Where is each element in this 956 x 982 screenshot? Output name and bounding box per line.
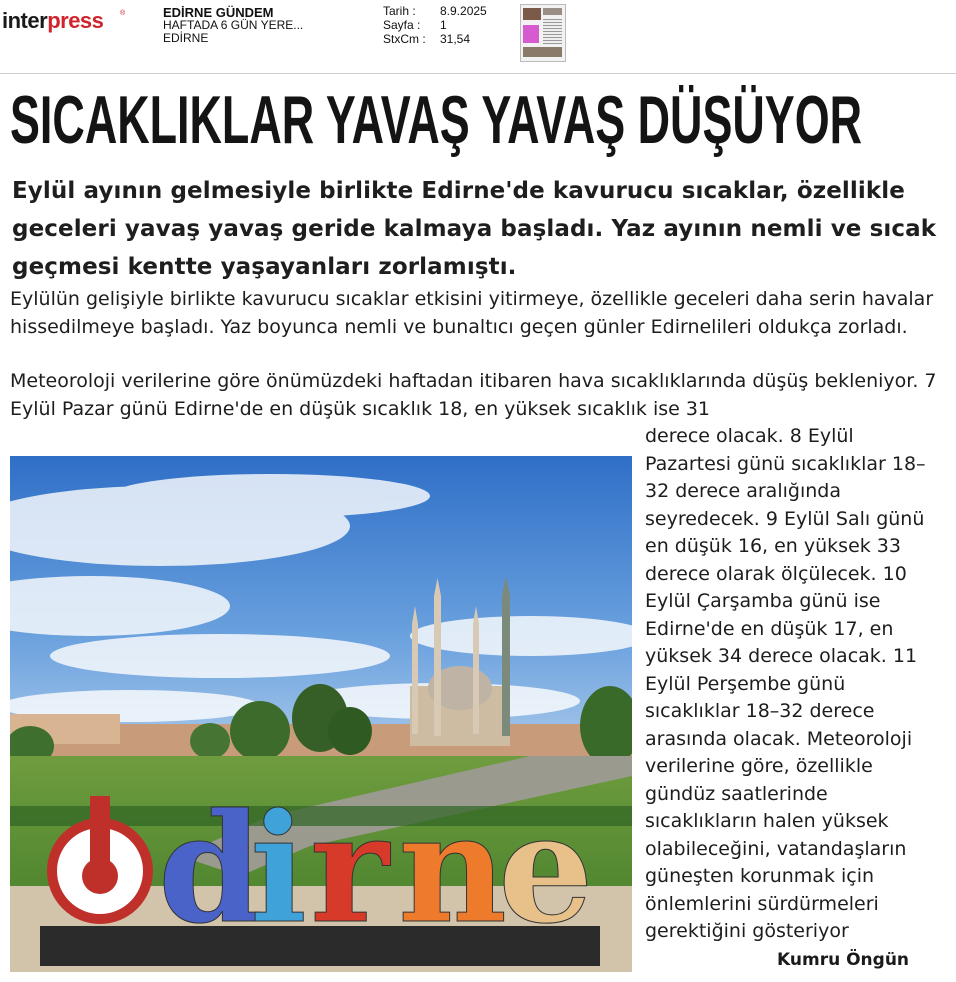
meta-key: Sayfa : xyxy=(383,18,421,32)
page-thumbnail[interactable] xyxy=(520,4,566,62)
thumbnail-block xyxy=(523,25,539,43)
logo-text-accent: press xyxy=(47,8,104,33)
meta-row-page xyxy=(383,18,487,32)
sign-letter: r xyxy=(310,781,390,957)
logo-text-main: inter xyxy=(2,8,48,33)
article-lead: Eylül ayının gelmesiyle birlikte Edirne'de kavurucu sıcaklar, özellikle geceleri yavaş yavaş geride kalmaya başladı. Yaz ayının nemli ve sıcak geçmesi kentte yaşayanları zorlamıştı. xyxy=(12,178,937,280)
sign-letters xyxy=(158,781,593,957)
clipping-source-info xyxy=(163,6,303,45)
meta-value: 31,54 xyxy=(440,32,471,46)
thumbnail-block xyxy=(543,8,562,15)
thumbnail-block xyxy=(523,47,562,57)
meta-value: 8.9.2025 xyxy=(440,4,487,18)
meta-row-stxcm xyxy=(383,32,487,46)
article-byline: Kumru Öngün xyxy=(777,950,910,970)
sign-letter: d xyxy=(158,781,263,957)
meta-key: Tarih : xyxy=(383,4,416,18)
article-short-title: HAFTADA 6 GÜN YERE... xyxy=(163,18,304,32)
article-paragraph-2-column: derece olacak. 8 Eylül Pazartesi günü sıcaklıklar 18–32 derece aralığında seyredecek. 9 Eylül Salı günü en düşük 16, en yüksek 33 derece olarak ölçülecek. 10 Eylül Çarşamba günü ise Edirne'de en düşük 17, en yüksek 34 derece olacak. 11 Eylül Perşembe günü sıcaklıklar 18–32 derece arasında olacak. Meteoroloji verilerine göre, özellikle gündüz saatlerinde sıcaklıkların halen yüksek olabileceğini, vatandaşların güneşten korunmak için önlemlerini sürdürmeleri gerektiğini gösteriyor xyxy=(645,425,926,942)
edirne-sign-photo xyxy=(10,456,632,972)
interpress-logo xyxy=(2,6,126,36)
thumbnail-text-block xyxy=(543,19,562,45)
sign-letter: i xyxy=(250,781,307,957)
header-divider xyxy=(0,73,956,74)
meta-key: StxCm : xyxy=(383,32,426,46)
article-paragraph-1: Eylülün gelişiyle birlikte kavurucu sıcaklar etkisini yitirmeye, özellikle geceleri daha serin havalar hissedilmeye başladı. Yaz boyunca nemli ve bunaltıcı geçen günler Edirnelileri oldukça zorladı. xyxy=(10,288,934,338)
article-headline: SICAKLIKLAR YAVAŞ YAVAŞ DÜŞÜYOR xyxy=(10,82,863,158)
publication-city: EDİRNE xyxy=(163,31,209,45)
sign-letter: e xyxy=(498,781,594,957)
registered-mark: ® xyxy=(120,10,126,17)
thumbnail-block xyxy=(523,8,541,20)
meta-value: 1 xyxy=(440,18,447,32)
article-paragraph-2-start: Meteoroloji verilerine göre önümüzdeki haftadan itibaren hava sıcaklıklarında düşüş bekleniyor. 7 Eylül Pazar günü Edirne'de en düşük sıcaklık 18, en yüksek sıcaklık ise 31 xyxy=(10,370,937,420)
meta-row-date xyxy=(383,4,487,18)
publication-name: EDİRNE GÜNDEM xyxy=(163,5,274,20)
sign-letter: n xyxy=(398,781,508,957)
clipping-meta xyxy=(383,4,487,46)
